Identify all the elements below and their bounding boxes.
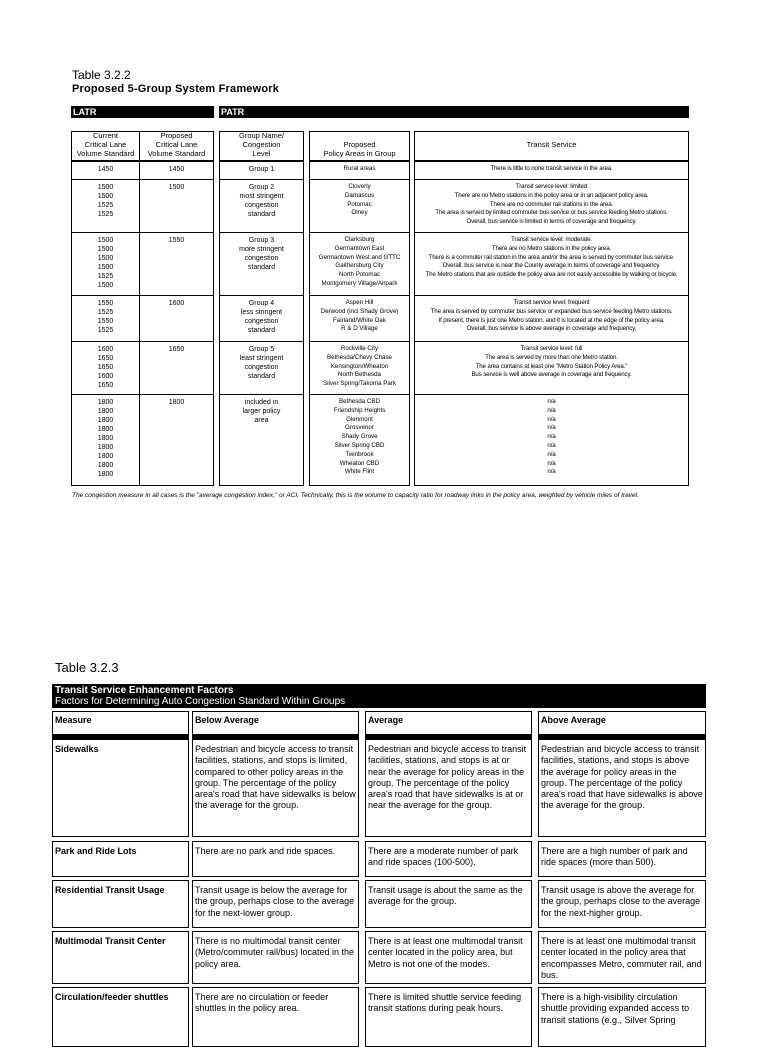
row-divider [414, 232, 689, 233]
patr-bar: PATR [219, 106, 689, 118]
header-rule [309, 160, 410, 162]
above-average-cell: Pedestrian and bicycle access to transit facilities, stations, and stops is above the average for policy areas in the group. The percentage of the policy area's road that have sidewalks is above the average for the group. [538, 739, 706, 837]
transit-service-cell: Transit service level: frequent The area is served by commuter bus service or expanded bus service feeding Metro stations. If present, there is just one Metro station, and it is located at the edge of the policy area. Overall, bus service is above average in coverage and frequency. [430, 299, 673, 333]
row-divider [71, 232, 214, 233]
header-rule [219, 160, 304, 162]
header-proposed-clv: Proposed Critical Lane Volume Standard [147, 131, 206, 158]
table-title-band [52, 684, 706, 708]
row-divider [309, 341, 410, 342]
row-divider [309, 295, 410, 296]
current-clv-cell: 1450 [97, 166, 114, 173]
average-cell: There is at least one multimodal transit center located in the policy area, but Metro is not one of the modes. [365, 931, 532, 984]
header-transit-service: Transit Service [526, 140, 577, 149]
above-average-cell: There is at least one multimodal transit center located in the policy area that encompasses Metro, commuter rail, and bus. [538, 931, 706, 984]
group-cell: Group 4 less stringent congestion standard [240, 300, 283, 334]
current-clv-cell: 1800 1800 1800 1800 1800 1800 1800 1800 1800 [97, 399, 114, 478]
group-cell: Group 2 most stringent congestion standard [239, 184, 284, 218]
above-average-cell: Transit usage is above the average for the group, perhaps close to the average for the next-higher group. [538, 880, 706, 928]
header-group: Group Name/ Congestion Level [238, 131, 285, 158]
group-cell: Group 3 more stringent congestion standard [239, 237, 284, 271]
average-cell: Pedestrian and bicycle access to transit facilities, stations, and stops is at or near the average for policy areas in the group. The percentage of the policy area's road that have sidewalks is at or near the average for the group. [365, 739, 532, 837]
band-subtitle: Factors for Determining Auto Congestion Standard Within Groups [55, 696, 346, 707]
average-cell: There is limited shuttle service feeding transit stations during peak hours. [365, 987, 532, 1047]
row-divider [219, 295, 304, 296]
row-divider [71, 341, 214, 342]
table-caption: Table 3.2.2 [72, 68, 131, 82]
table-footnote: The congestion measure in all cases is the "average congestion index," or ACI. Technically, this is the volume to capacity ratio for roadway links in the policy area, weighted by vehicle miles of travel. [72, 492, 639, 499]
policy-areas-cell: Rural areas [343, 165, 376, 172]
below-average-cell: Transit usage is below the average for the group, perhaps close to the average for the next-lower group. [192, 880, 359, 928]
row-divider [414, 394, 689, 395]
current-clv-cell: 1500 1500 1500 1500 1525 1500 [97, 237, 114, 289]
current-clv-cell: 1600 1650 1650 1600 1650 [97, 346, 114, 389]
row-divider [219, 179, 304, 180]
row-divider [71, 179, 214, 180]
policy-areas-cell: Clarksburg Germantown East Germantown West and GTTC Gaithersburg City North Potomac Montgomery Village/Airpark [318, 236, 401, 287]
group-cell: Group 1 [248, 166, 275, 173]
band-title: Transit Service Enhancement Factors [55, 685, 234, 696]
row-divider [219, 341, 304, 342]
measure-cell: Residential Transit Usage [52, 880, 189, 928]
measure-cell: Multimodal Transit Center [52, 931, 189, 984]
measure-cell: Circulation/feeder shuttles [52, 987, 189, 1047]
group-cell: Group 5 least stringent congestion standard [239, 346, 284, 380]
column-header: Below Average [192, 711, 359, 739]
column-header: Above Average [538, 711, 706, 739]
current-clv-cell: 1500 1500 1525 1525 [97, 184, 114, 218]
header-underline [539, 734, 705, 738]
transit-service-cell: There is little to none transit service in the area. [490, 165, 613, 172]
row-divider [219, 394, 304, 395]
column-header: Average [365, 711, 532, 739]
average-cell: There are a moderate number of park and ride spaces (100-500). [365, 841, 532, 877]
proposed-clv-cell: 1650 [168, 346, 185, 353]
latr-bar: LATR [71, 106, 214, 118]
below-average-cell: Pedestrian and bicycle access to transit facilities, stations, and stops is limited, compared to other policy areas in the group. The percentage of the policy area's road that have sidewalks is below the average for the group. [192, 739, 359, 837]
row-divider [309, 232, 410, 233]
table-title: Proposed 5-Group System Framework [72, 83, 280, 95]
row-divider [414, 295, 689, 296]
proposed-clv-cell: 1550 [168, 237, 185, 244]
above-average-cell: There are a high number of park and ride spaces (more than 500). [538, 841, 706, 877]
table-caption: Table 3.2.3 [55, 660, 119, 675]
policy-areas-cell: Aspen Hill Derwood (incl Shady Grove) Fairland/White Oak R & D Village [320, 299, 399, 333]
row-divider [71, 394, 214, 395]
measure-cell: Sidewalks [52, 739, 189, 837]
proposed-clv-cell: 1600 [168, 300, 185, 307]
transit-service-cell: Transit service level: moderate. There are no Metro stations in the policy area. There is a commuter rail station in the area and/or the area is served by commuter bus service. Overall, bus service is near the County average in terms of coverage and frequency. The Metro stations that are outside the policy area are not easily accessible by walking or bicycle. [425, 236, 678, 279]
header-current-clv: Current Critical Lane Volume Standard [76, 131, 135, 158]
average-cell: Transit usage is about the same as the average for the group. [365, 880, 532, 928]
proposed-clv-cell: 1800 [168, 399, 185, 406]
header-underline [193, 734, 358, 738]
below-average-cell: There are no park and ride spaces. [192, 841, 359, 877]
group-cell: included in larger policy area [242, 399, 281, 424]
above-average-cell: There is a high-visibility circulation shuttle providing expanded access to transit stations (e.g., Silver Spring [538, 987, 706, 1047]
transit-service-cell: Transit service level: full The area is served by more than one Metro station. The area contains at least one "Metro Station Policy Area." Bus service is well above average in coverage and frequency. [471, 345, 632, 379]
proposed-clv-cell: 1450 [168, 166, 185, 173]
measure-cell: Park and Ride Lots [52, 841, 189, 877]
header-policy-areas: Proposed Policy Areas in Group [323, 140, 396, 158]
proposed-clv-cell: 1500 [168, 184, 185, 191]
below-average-cell: There are no circulation or feeder shuttles in the policy area. [192, 987, 359, 1047]
current-clv-cell: 1550 1525 1550 1525 [97, 300, 114, 334]
header-rule [71, 160, 214, 162]
row-divider [309, 179, 410, 180]
row-divider [309, 394, 410, 395]
policy-areas-cell: Bethesda CBD Friendship Heights Glenmont Grosvenor Shady Grove Silver Spring CBD Twinbrook Wheaton CBD White Flint [333, 398, 386, 476]
below-average-cell: There is no multimodal transit center (Metro/commuter rail/bus) located in the policy area. [192, 931, 359, 984]
header-underline [366, 734, 531, 738]
row-divider [414, 179, 689, 180]
policy-areas-cell: Cloverly Damascus Potomac Olney [344, 183, 375, 217]
row-divider [219, 232, 304, 233]
row-divider [71, 295, 214, 296]
column-header: Measure [52, 711, 189, 739]
row-divider [414, 341, 689, 342]
transit-service-cell: Transit service level: limited There are no Metro stations in the policy area or in an adjacent policy area. There are no commuter rail stations in the area. The area is served by limited commuter bus service or bus service feeding Metro stations. Overall, bus service is limited in terms of coverage and frequency. [435, 183, 668, 226]
transit-service-cell: n/a n/a n/a n/a n/a n/a n/a n/a n/a [547, 398, 556, 476]
policy-areas-cell: Rockville City Bethesda/Chevy Chase Kensington/Wheaton North Bethesda Silver Spring/Takoma Park [323, 345, 396, 388]
header-underline [53, 734, 188, 738]
header-rule [414, 160, 689, 162]
